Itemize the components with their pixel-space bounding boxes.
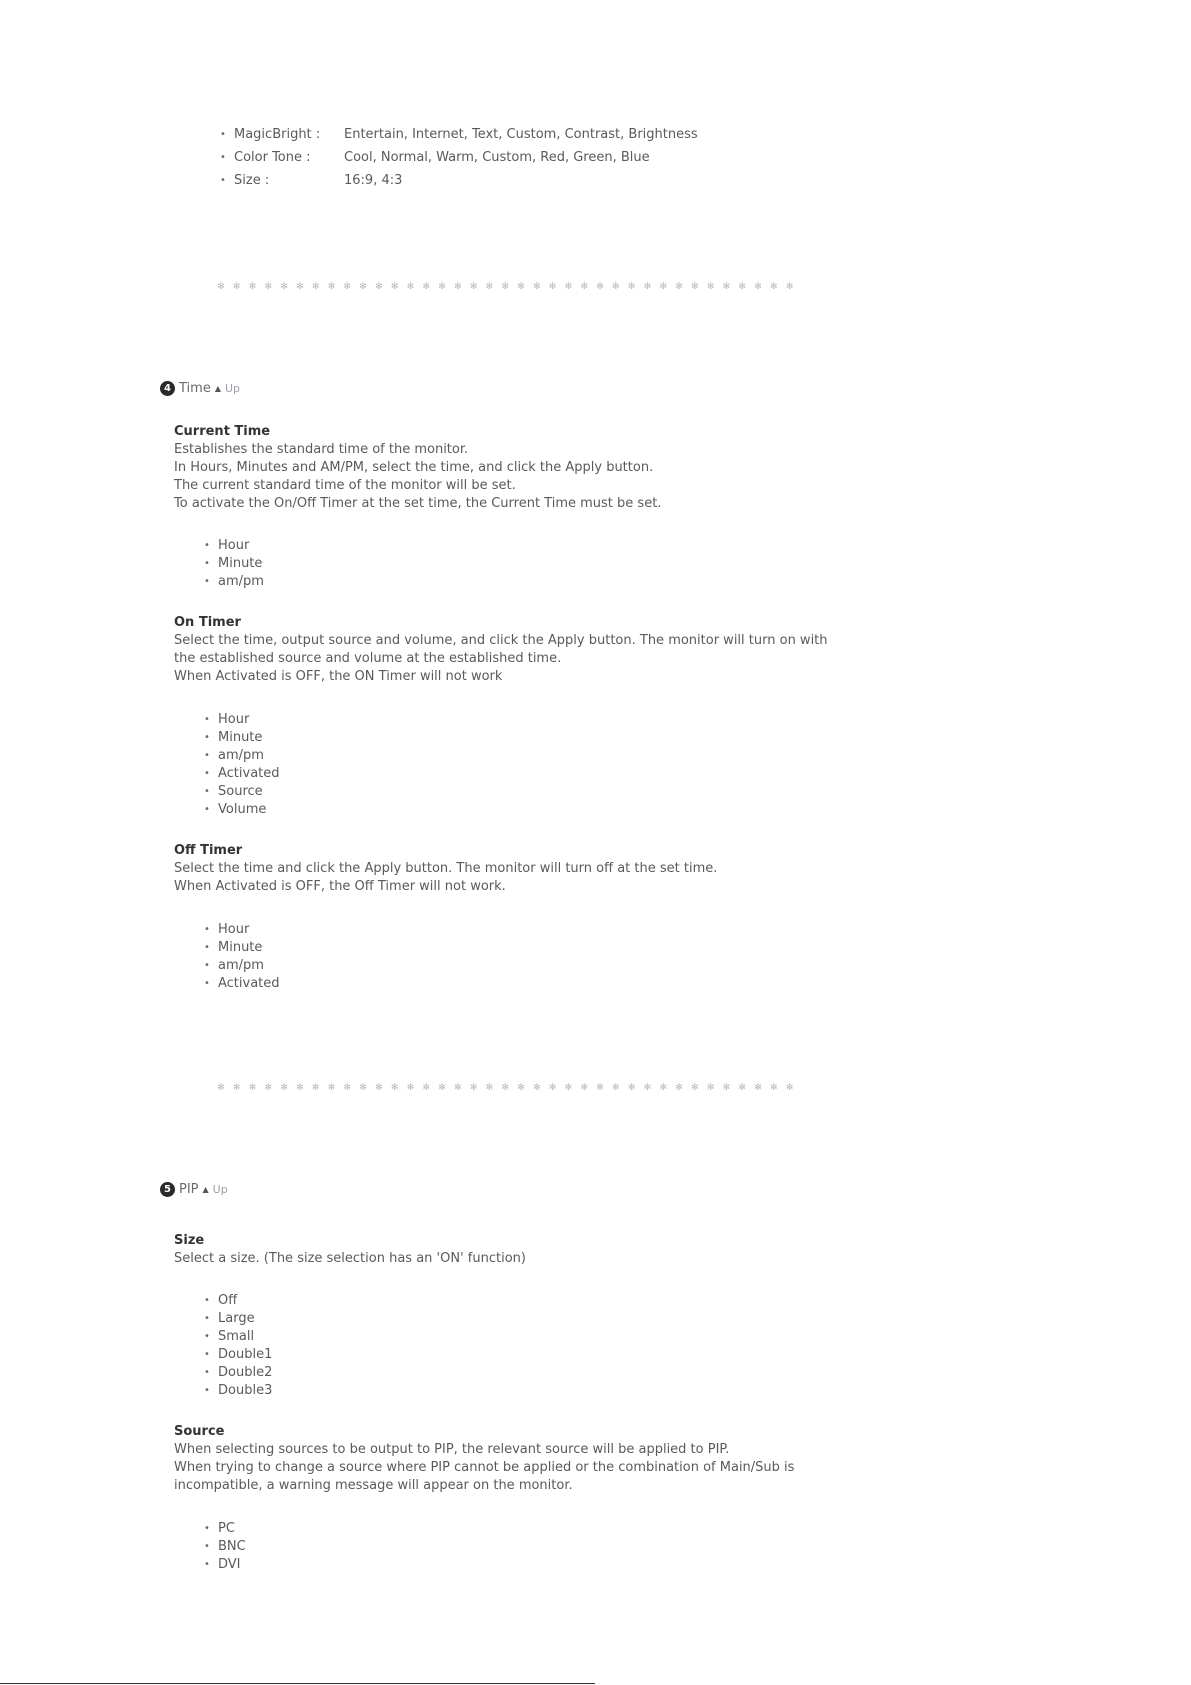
separator-dot-icon: ✻ — [422, 282, 431, 292]
current-time-description: Establishes the standard time of the monitor. In Hours, Minutes and AM/PM, select the time, and click the Apply button. The current standard time of the monitor will be set. To activate the On/Off Timer at the set time, the Current Time must be set. — [174, 442, 662, 511]
list-item: • am/pm — [202, 573, 264, 591]
separator-dot-icon: ✻ — [438, 1083, 446, 1093]
separator-dot-icon: ✻ — [311, 1083, 320, 1093]
separator-dot-icon: ✻ — [548, 1083, 557, 1093]
up-arrow-icon: ▲ — [202, 1184, 209, 1194]
separator-dot-icon: ✻ — [785, 282, 794, 292]
separator-dot-icon: ✻ — [232, 1083, 241, 1093]
list-item: • Color Tone : Cool, Normal, Warm, Custom, Red, Green, Blue — [218, 146, 918, 169]
up-arrow-icon: ▲ — [214, 383, 221, 393]
separator-dot-icon: ✻ — [627, 1083, 636, 1093]
separator-dot-icon: ✻ — [643, 1083, 652, 1093]
separator-dot-icon: ✻ — [248, 1083, 257, 1093]
separator-dot-icon: ✻ — [770, 282, 778, 292]
separator-dot-icon: ✻ — [738, 282, 746, 292]
separator-dot-icon: ✻ — [280, 1083, 288, 1093]
separator-dot-icon: ✻ — [296, 282, 304, 292]
separator-dot-icon: ✻ — [691, 1083, 699, 1093]
list-item: • Small — [202, 1328, 272, 1346]
pip-source-heading: Source — [174, 1424, 225, 1439]
section-heading-pip — [160, 1179, 228, 1199]
list-item: • Double2 — [202, 1364, 272, 1382]
separator-dot-icon: ✻ — [327, 1083, 336, 1093]
list-item: • Double1 — [202, 1346, 272, 1364]
separator-dot-icon: ✻ — [548, 282, 557, 292]
separator-dot-icon: ✻ — [311, 282, 320, 292]
dotted-separator — [213, 1083, 797, 1093]
list-item: • PC — [202, 1520, 246, 1538]
separator-dot-icon: ✻ — [296, 1083, 304, 1093]
list-item: • Volume — [202, 801, 280, 819]
separator-dot-icon: ✻ — [722, 1083, 731, 1093]
list-item: • Minute — [202, 555, 264, 573]
separator-dot-icon: ✻ — [517, 1083, 525, 1093]
separator-dot-icon: ✻ — [390, 1083, 399, 1093]
separator-dot-icon: ✻ — [738, 1083, 746, 1093]
list-item: • am/pm — [202, 747, 280, 765]
separator-dot-icon: ✻ — [722, 282, 731, 292]
separator-dot-icon: ✻ — [785, 1083, 794, 1093]
off-timer-description: Select the time and click the Apply button. The monitor will turn off at the set time. When Activated is OFF, the Off Timer will not work. — [174, 861, 718, 894]
off-timer-items — [202, 921, 280, 993]
separator-dot-icon: ✻ — [564, 282, 573, 292]
separator-dot-icon: ✻ — [675, 282, 683, 292]
separator-dot-icon: ✻ — [485, 282, 494, 292]
pip-source-description: When selecting sources to be output to PIP, the relevant source will be applied to PIP. When trying to change a source where PIP cannot be applied or the combination of Main/Sub is incompatible, a warning message will appear on the monitor. — [174, 1442, 795, 1493]
separator-dot-icon: ✻ — [264, 1083, 273, 1093]
separator-dot-icon: ✻ — [406, 282, 415, 292]
dotted-separator — [213, 282, 797, 292]
list-item: • Hour — [202, 711, 280, 729]
separator-dot-icon: ✻ — [643, 282, 652, 292]
separator-dot-icon: ✻ — [280, 282, 288, 292]
up-link[interactable]: Up — [224, 381, 241, 395]
separator-dot-icon: ✻ — [580, 1083, 588, 1093]
list-item: • Activated — [202, 975, 280, 993]
separator-dot-icon: ✻ — [501, 282, 510, 292]
separator-dot-icon: ✻ — [706, 1083, 715, 1093]
separator-dot-icon: ✻ — [564, 1083, 573, 1093]
current-time-heading: Current Time — [174, 424, 271, 439]
list-item: • Off — [202, 1292, 272, 1310]
separator-dot-icon: ✻ — [675, 1083, 683, 1093]
separator-dot-icon: ✻ — [770, 1083, 778, 1093]
separator-dot-icon: ✻ — [217, 1083, 225, 1093]
separator-dot-icon: ✻ — [343, 282, 352, 292]
list-item: • Large — [202, 1310, 272, 1328]
separator-dot-icon: ✻ — [264, 282, 273, 292]
section-heading-time — [160, 378, 240, 398]
separator-dot-icon: ✻ — [612, 282, 620, 292]
separator-dot-icon: ✻ — [580, 282, 588, 292]
separator-dot-icon: ✻ — [596, 282, 604, 292]
up-link[interactable]: Up — [212, 1182, 228, 1196]
separator-dot-icon: ✻ — [438, 282, 446, 292]
list-item: • am/pm — [202, 957, 280, 975]
separator-dot-icon: ✻ — [754, 282, 762, 292]
section-number-badge: 5 — [160, 1182, 175, 1197]
separator-dot-icon: ✻ — [454, 1083, 462, 1093]
section-number-badge: 4 — [160, 381, 175, 396]
separator-dot-icon: ✻ — [375, 1083, 383, 1093]
section-title: Time — [179, 380, 211, 396]
list-item: • DVI — [202, 1556, 246, 1574]
separator-dot-icon: ✻ — [232, 282, 241, 292]
separator-dot-icon: ✻ — [627, 282, 636, 292]
separator-dot-icon: ✻ — [659, 282, 667, 292]
separator-dot-icon: ✻ — [517, 282, 525, 292]
on-timer-heading: On Timer — [174, 615, 241, 630]
separator-dot-icon: ✻ — [248, 282, 257, 292]
pip-size-description: Select a size. (The size selection has an 'ON' function) — [174, 1251, 526, 1266]
section-title: PIP — [179, 1181, 199, 1197]
separator-dot-icon: ✻ — [501, 1083, 510, 1093]
pip-size-heading: Size — [174, 1233, 205, 1248]
on-timer-description: Select the time, output source and volume, and click the Apply button. The monitor will turn on with the established source and volume at the established time. When Activated is OFF, the ON Timer will not work — [174, 633, 828, 684]
pip-size-items — [202, 1292, 272, 1400]
separator-dot-icon: ✻ — [691, 282, 699, 292]
pip-source-items — [202, 1520, 246, 1574]
separator-dot-icon: ✻ — [390, 282, 399, 292]
top-settings-list — [218, 123, 918, 192]
list-item: • MagicBright : Entertain, Internet, Text, Custom, Contrast, Brightness — [218, 123, 918, 146]
separator-dot-icon: ✻ — [706, 282, 715, 292]
separator-dot-icon: ✻ — [422, 1083, 431, 1093]
current-time-items — [202, 537, 264, 591]
separator-dot-icon: ✻ — [533, 282, 541, 292]
on-timer-items — [202, 711, 280, 819]
list-item: • BNC — [202, 1538, 246, 1556]
separator-dot-icon: ✻ — [454, 282, 462, 292]
separator-dot-icon: ✻ — [659, 1083, 667, 1093]
separator-dot-icon: ✻ — [533, 1083, 541, 1093]
separator-dot-icon: ✻ — [406, 1083, 415, 1093]
list-item: • Double3 — [202, 1382, 272, 1400]
separator-dot-icon: ✻ — [469, 282, 478, 292]
separator-dot-icon: ✻ — [343, 1083, 352, 1093]
separator-dot-icon: ✻ — [359, 282, 367, 292]
list-item: • Activated — [202, 765, 280, 783]
separator-dot-icon: ✻ — [612, 1083, 620, 1093]
list-item: • Hour — [202, 537, 264, 555]
separator-dot-icon: ✻ — [217, 282, 225, 292]
list-item: • Hour — [202, 921, 280, 939]
separator-dot-icon: ✻ — [359, 1083, 367, 1093]
list-item: • Minute — [202, 729, 280, 747]
list-item: • Source — [202, 783, 280, 801]
footer-rule — [0, 1683, 595, 1684]
separator-dot-icon: ✻ — [327, 282, 336, 292]
separator-dot-icon: ✻ — [485, 1083, 494, 1093]
off-timer-heading: Off Timer — [174, 843, 243, 858]
separator-dot-icon: ✻ — [754, 1083, 762, 1093]
list-item: • Size : 16:9, 4:3 — [218, 169, 918, 192]
separator-dot-icon: ✻ — [469, 1083, 478, 1093]
list-item: • Minute — [202, 939, 280, 957]
separator-dot-icon: ✻ — [375, 282, 383, 292]
separator-dot-icon: ✻ — [596, 1083, 604, 1093]
